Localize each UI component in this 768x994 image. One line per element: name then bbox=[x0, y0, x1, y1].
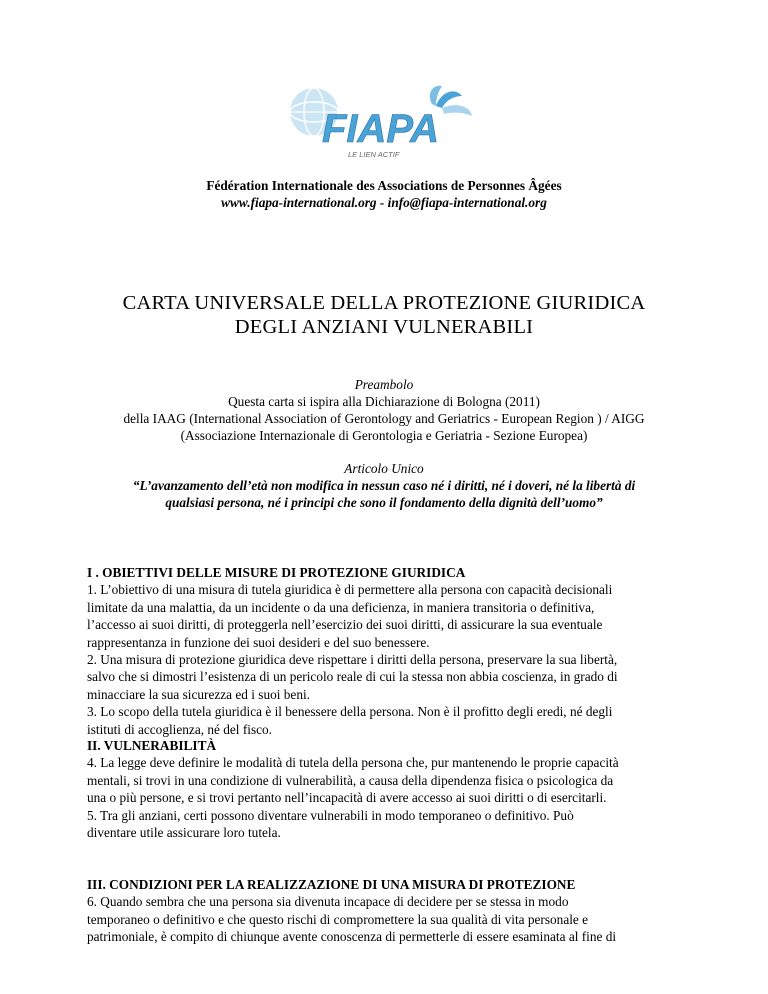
preamble-line-3: (Associazione Internazionale di Gerontologia e Geriatria - Sezione Europea) bbox=[180, 428, 588, 443]
preamble-line-2: della IAAG (International Association of Gerontology and Geriatrics - European Region ) / AIGG bbox=[123, 411, 645, 426]
section-line: 5. Tra gli anziani, certi possono diventare vulnerabili in modo temporaneo o definitivo. Può bbox=[87, 807, 574, 823]
section-line: una o più persone, e si trovi pertanto nell’incapacità di avere accesso ai suoi diritti o di esercitarli. bbox=[87, 790, 607, 806]
section-line: 6. Quando sembra che una persona sia divenuta incapace di decidere per se stessa in modo bbox=[87, 894, 569, 910]
section-line: l’accesso ai suoi diritti, di proteggerla nell’esercizio dei suoi diritti, di assicurare la sua eventuale bbox=[87, 617, 603, 633]
section-line: 2. Una misura di protezione giuridica deve rispettare i diritti della persona, preservare la sua libertà, bbox=[87, 652, 618, 668]
section-heading: II. VULNERABILITÀ bbox=[87, 738, 217, 753]
section-line: minacciare la sua sicurezza ed i suoi beni. bbox=[87, 686, 310, 702]
preamble-line-1: Questa carta si ispira alla Dichiarazione di Bologna (2011) bbox=[228, 394, 540, 409]
logo-wordmark: FIAPA bbox=[322, 107, 440, 151]
articolo-label: Articolo Unico bbox=[344, 461, 424, 476]
organization-header bbox=[0, 177, 768, 211]
section-2 bbox=[87, 737, 687, 841]
section-3 bbox=[87, 876, 687, 946]
section-line: 4. La legge deve definire le modalità di tutela della persona che, pur mantenendo le proprie capacità bbox=[87, 755, 619, 771]
section-line: diventare utile assicurare loro tutela. bbox=[87, 825, 281, 841]
section-line: mentali, si trovi in una condizione di vulnerabilità, a causa della dipendenza fisica o psicologica da bbox=[87, 772, 614, 788]
section-line: 1. L’obiettivo di una misura di tutela giuridica è di permettere alla persona con capacità decisionali bbox=[87, 582, 613, 598]
preamble-label: Preambolo bbox=[354, 377, 414, 392]
section-line: patrimoniale, è compito di chiunque avente conoscenza di permetterle di essere esaminata al fine di bbox=[87, 929, 617, 945]
section-heading: III. CONDIZIONI PER LA REALIZZAZIONE DI UNA MISURA DI PROTEZIONE bbox=[87, 877, 576, 892]
section-line: 3. Lo scopo della tutela giuridica è il benessere della persona. Non è il profitto degli eredi, né degli bbox=[87, 704, 613, 720]
section-line: salvo che si dimostri l’esistenza di un pericolo reale di cui la stessa non abbia coscienza, in grado di bbox=[87, 669, 618, 685]
organization-contact: www.fiapa-international.org - info@fiapa-international.org bbox=[221, 195, 547, 210]
organization-name: Fédération Internationale des Associations de Personnes Âgées bbox=[206, 178, 562, 193]
fiapa-logo bbox=[286, 84, 480, 160]
title-line-2: DEGLI ANZIANI VULNERABILI bbox=[234, 316, 534, 338]
title-line-1: CARTA UNIVERSALE DELLA PROTEZIONE GIURIDICA bbox=[122, 292, 646, 314]
section-line: rappresentanza in funzione dei suoi desideri e del suo benessere. bbox=[87, 634, 430, 650]
section-line: limitate da una malattia, da un incidente o da una deficienza, in maniera transitoria o definitiva, bbox=[87, 599, 595, 615]
articolo-quote-line-1: “L’avanzamento dell’età non modifica in nessun caso né i diritti, né i doveri, né la libertà di bbox=[132, 478, 636, 493]
section-heading: I . OBIETTIVI DELLE MISURE DI PROTEZIONE GIURIDICA bbox=[87, 565, 466, 580]
section-line: istituti di accoglienza, né del fisco. bbox=[87, 721, 272, 737]
articolo-unico bbox=[0, 460, 768, 511]
page-title bbox=[0, 291, 768, 339]
logo-tagline: LE LIEN ACTIF bbox=[348, 150, 400, 159]
section-line: temporaneo o definitivo e che questo rischi di compromettere la sua qualità di vita personale e bbox=[87, 911, 589, 927]
preamble bbox=[0, 376, 768, 444]
section-1 bbox=[87, 564, 687, 738]
articolo-quote-line-2: qualsiasi persona, né i principi che sono il fondamento della dignità dell’uomo” bbox=[165, 495, 603, 510]
